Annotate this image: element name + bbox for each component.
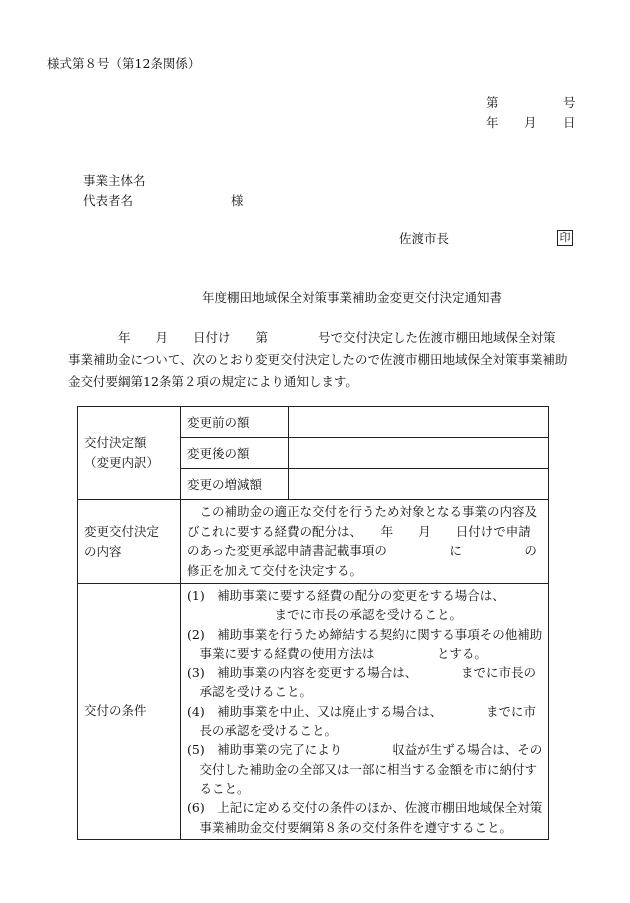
condition-line: (5) 補助事業の完了により 収益が生ずる場合は、その: [187, 742, 543, 758]
intro-line: 年 月 日付け 第 号で交付決定した佐渡市棚田地域保全対策: [68, 330, 556, 345]
condition-line: 長の承認を受けること。: [187, 723, 338, 739]
content-line: びこれに要する経費の配分は、 年 月 日付けで申請: [187, 523, 531, 539]
condition-line: 承認を受けること。: [187, 684, 313, 700]
intro-line: 金交付要綱第12条第２項の規定により通知します。: [68, 374, 358, 389]
conditions-list: [181, 584, 549, 840]
condition-line: (1) 補助事業に要する経費の配分の変更をする場合は、: [187, 588, 505, 603]
condition-line: (6) 上記に定める交付の条件のほか、佐渡市棚田地域保全対策: [187, 800, 543, 816]
form-id: 様式第８号（第12条関係）: [47, 56, 201, 71]
date-month: 月: [524, 115, 537, 130]
representative-label: 代表者名: [83, 193, 134, 208]
condition-line: までに市長の承認を受けること。: [187, 607, 463, 623]
doc-no-go: 号: [563, 95, 576, 110]
amount-diff-value: [289, 469, 549, 500]
date-year: 年: [486, 115, 499, 130]
amount-header: 交付決定額 （変更内訳）: [78, 407, 181, 500]
amount-after-label: 変更後の額: [181, 438, 289, 469]
honorific: 様: [231, 193, 244, 208]
intro-line: 事業補助金について、次のとおり変更交付決定したので佐渡市棚田地域保全対策事業補助: [68, 352, 568, 367]
condition-line: (2) 補助事業を行うため締結する契約に関する事項その他補助: [187, 626, 543, 642]
condition-line: 事業に要する経費の使用方法は とする。: [187, 645, 488, 661]
amount-before-value: [289, 407, 549, 438]
content-text: [181, 500, 549, 584]
condition-line: ること。: [187, 780, 250, 796]
condition-line: 事業補助金交付要綱第８条の交付条件を遵守すること。: [187, 819, 513, 835]
amount-before-label: 変更前の額: [181, 407, 289, 438]
condition-line: (3) 補助事業の内容を変更する場合は、 までに市長の: [187, 665, 536, 681]
content-header: 変更交付決定 の内容: [78, 500, 181, 584]
amount-after-value: [289, 438, 549, 469]
decision-table: [77, 406, 549, 840]
content-line: のあった変更承認申請書記載事項の に の: [187, 543, 537, 558]
condition-line: (4) 補助事業を中止、又は廃止する場合は、 までに市: [187, 703, 536, 719]
document-title: 年度棚田地域保全対策事業補助金変更交付決定通知書: [202, 290, 503, 305]
date-day: 日: [563, 115, 576, 130]
content-line: この補助金の適正な交付を行うため対象となる事業の内容及: [187, 504, 538, 519]
amount-diff-label: 変更の増減額: [181, 469, 289, 500]
doc-no-dai: 第: [486, 95, 499, 110]
conditions-header: 交付の条件: [78, 584, 181, 840]
entity-label: 事業主体名: [83, 173, 146, 188]
issuer-name: 佐渡市長: [399, 231, 450, 246]
content-line: 修正を加えて交付を決定する。: [187, 562, 363, 578]
seal-icon: 印: [557, 230, 573, 246]
condition-line: 交付した補助金の全部又は一部に相当する金額を市に納付す: [187, 761, 538, 777]
intro-paragraph: [68, 327, 576, 393]
